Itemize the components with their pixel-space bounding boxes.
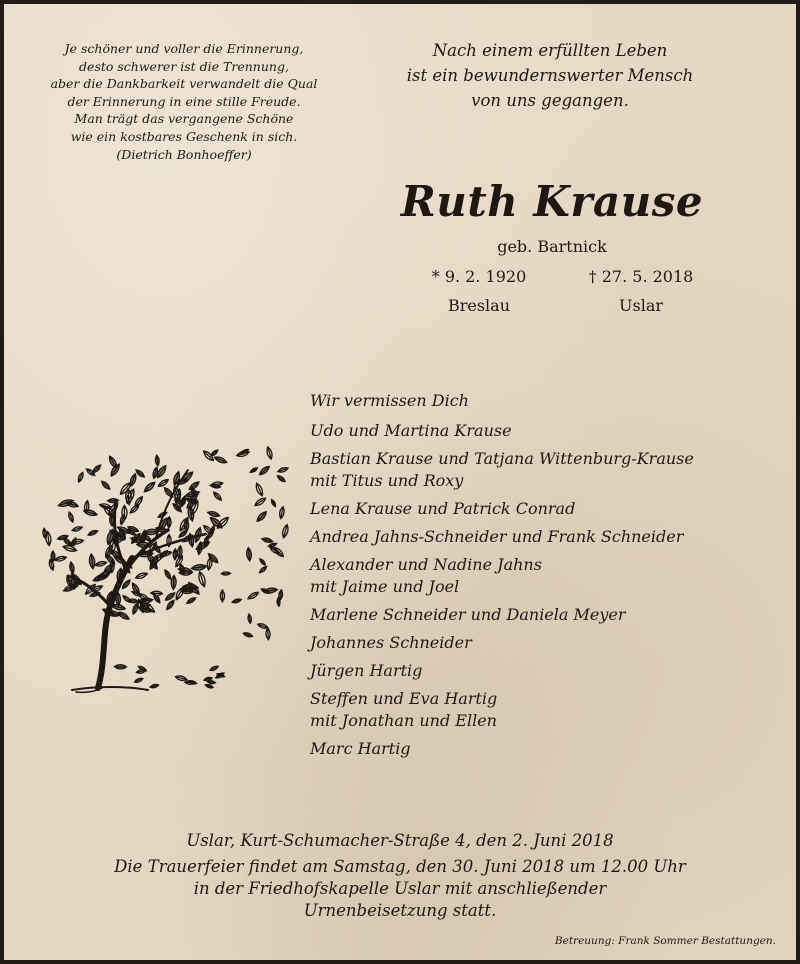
death-place: Uslar bbox=[619, 296, 663, 315]
leaf-shape bbox=[155, 455, 160, 466]
leaf-shape bbox=[210, 525, 215, 534]
leaf-shape bbox=[171, 575, 177, 589]
leaf-shape bbox=[136, 669, 146, 674]
deceased-name: Ruth Krause bbox=[400, 177, 704, 226]
leaf-shape bbox=[100, 480, 111, 491]
mourner-line: Johannes Schneider bbox=[310, 633, 472, 652]
leaf-shape bbox=[214, 455, 228, 464]
quote-line: wie ein kostbares Geschenk in sich. bbox=[70, 128, 298, 144]
leaf-shape bbox=[67, 511, 74, 522]
leaf-shape bbox=[110, 561, 115, 573]
mourner-line: Lena Krause und Patrick Conrad bbox=[310, 499, 576, 518]
birth-name: geb. Bartnick bbox=[497, 237, 607, 256]
mourner-entry bbox=[310, 498, 796, 520]
leaf-shape bbox=[165, 599, 175, 611]
leaf-shape bbox=[83, 509, 98, 517]
leaf-shape bbox=[232, 598, 242, 604]
leaf-shape bbox=[209, 665, 219, 672]
leaf-shape bbox=[246, 547, 252, 561]
mourner-line: Alexander und Nadine Jahns bbox=[310, 555, 542, 574]
leaf-shape bbox=[212, 491, 222, 502]
mourner-entry bbox=[310, 738, 796, 760]
obituary-notice bbox=[4, 4, 796, 960]
leaf-shape bbox=[261, 537, 273, 543]
leaf-shape bbox=[150, 684, 159, 689]
leaf-shape bbox=[220, 590, 224, 602]
leaf-shape bbox=[51, 551, 55, 562]
leaf-shape bbox=[167, 535, 171, 547]
leaf-shape bbox=[259, 558, 267, 566]
mourner-line: mit Jaime und Joel bbox=[310, 577, 460, 596]
mourner-entry bbox=[310, 632, 796, 654]
leaf-shape bbox=[89, 554, 96, 569]
quote-line: desto schwerer ist die Trennung, bbox=[79, 58, 289, 74]
death-date: † 27. 5. 2018 bbox=[588, 267, 694, 286]
leaf-shape bbox=[134, 677, 144, 683]
leaf-shape bbox=[77, 472, 85, 483]
quote-line: Je schöner und voller die Erinnerung, bbox=[64, 41, 304, 56]
leaf-shape bbox=[254, 482, 264, 497]
leaf-shape bbox=[186, 596, 197, 605]
mourner-line: Udo und Martina Krause bbox=[310, 421, 512, 440]
leaf-shape bbox=[91, 464, 102, 475]
leaf-shape bbox=[277, 466, 289, 473]
leaf-shape bbox=[255, 510, 268, 523]
leaf-shape bbox=[191, 564, 207, 571]
leaf-shape bbox=[266, 628, 271, 640]
leaf-shape bbox=[250, 467, 259, 474]
mourner-entry bbox=[310, 420, 796, 442]
intro-line: von uns gegangen. bbox=[471, 91, 629, 110]
leaf-shape bbox=[143, 480, 157, 493]
mourner-line: Marc Hartig bbox=[310, 739, 411, 758]
mourner-entry bbox=[310, 448, 796, 492]
mourner-line: Andrea Jahns-Schneider und Frank Schneider bbox=[310, 527, 684, 546]
mourner-entry bbox=[310, 526, 796, 548]
leaf-shape bbox=[207, 552, 220, 564]
intro-line: ist ein bewundernswerter Mensch bbox=[406, 66, 694, 85]
leaf-shape bbox=[210, 481, 223, 488]
leaf-shape bbox=[72, 525, 83, 532]
tree-leaves bbox=[42, 446, 289, 689]
leaf-shape bbox=[258, 465, 271, 477]
tree-icon bbox=[36, 430, 296, 698]
leaf-shape bbox=[209, 516, 224, 530]
quote-line: aber die Dankbarkeit verwandelt die Qual bbox=[50, 76, 318, 92]
service-line: Die Trauerfeier findet am Samstag, den 30. Juni 2018 um 12.00 Uhr bbox=[114, 857, 686, 876]
mourner-entry bbox=[310, 604, 796, 626]
birth-place: Breslau bbox=[447, 296, 511, 315]
leaf-shape bbox=[279, 506, 286, 519]
intro-text bbox=[360, 38, 740, 113]
leaf-shape bbox=[207, 510, 220, 518]
closing-text bbox=[24, 830, 776, 922]
leaf-shape bbox=[254, 496, 267, 507]
leaf-shape bbox=[119, 514, 125, 525]
leaf-shape bbox=[175, 675, 187, 682]
quote-line: der Erinnerung in eine stille Freude. bbox=[67, 93, 301, 109]
leaf-shape bbox=[42, 528, 47, 538]
leaf-shape bbox=[116, 592, 121, 605]
leaf-shape bbox=[193, 527, 202, 543]
leaf-shape bbox=[115, 665, 127, 669]
mourner-line: mit Titus und Roxy bbox=[310, 471, 464, 490]
leaf-shape bbox=[62, 544, 77, 553]
leaf-shape bbox=[157, 478, 169, 488]
undertaker-credit: Betreuung: Frank Sommer Bestattungen. bbox=[554, 935, 776, 947]
leaf-shape bbox=[247, 614, 252, 624]
place-and-date: Uslar, Kurt-Schumacher-Straße 4, den 2. Juni 2018 bbox=[186, 831, 614, 850]
leaf-shape bbox=[141, 530, 147, 543]
leaf-shape bbox=[69, 562, 75, 574]
leaf-shape bbox=[258, 565, 267, 574]
leaf-shape bbox=[243, 632, 253, 638]
quote-line: Man trägt das vergangene Schöne bbox=[74, 111, 294, 127]
mourner-line: Jürgen Hartig bbox=[310, 661, 423, 680]
bonhoeffer-quote bbox=[26, 40, 342, 163]
mourner-line: mit Jonathan und Ellen bbox=[310, 711, 497, 730]
leaf-shape bbox=[131, 590, 142, 597]
leaf-shape bbox=[54, 555, 67, 562]
leaf-shape bbox=[210, 449, 219, 457]
leaf-shape bbox=[276, 474, 286, 483]
leaf-shape bbox=[221, 572, 230, 576]
mourner-entry bbox=[310, 660, 796, 682]
leaf-shape bbox=[70, 538, 83, 545]
leaf-shape bbox=[197, 542, 203, 555]
service-line: Urnenbeisetzung statt. bbox=[303, 901, 497, 920]
leaf-shape bbox=[163, 569, 172, 580]
leaf-shape bbox=[247, 591, 260, 601]
mourner-line: Steffen und Eva Hartig bbox=[310, 689, 498, 708]
mourner-line: Bastian Krause und Tatjana Wittenburg-Krause bbox=[310, 449, 694, 468]
mourner-entry bbox=[310, 688, 796, 732]
leaf-shape bbox=[281, 524, 289, 538]
mourner-line: Marlene Schneider und Daniela Meyer bbox=[310, 605, 626, 624]
leaf-shape bbox=[87, 529, 98, 537]
service-line: in der Friedhofskapelle Uslar mit anschließender bbox=[193, 879, 607, 898]
quote-author: (Dietrich Bonhoeffer) bbox=[116, 146, 252, 162]
mourner-entry bbox=[310, 554, 796, 598]
leaf-shape bbox=[266, 446, 274, 459]
leaf-shape bbox=[167, 517, 171, 528]
leaf-shape bbox=[135, 571, 148, 580]
mourners-heading: Wir vermissen Dich bbox=[310, 391, 469, 410]
leaf-shape bbox=[270, 499, 276, 507]
mourners-list bbox=[310, 390, 796, 766]
leaf-shape bbox=[197, 571, 207, 587]
leaf-shape bbox=[173, 549, 177, 560]
leaf-shape bbox=[205, 684, 214, 689]
birth-date: * 9. 2. 1920 bbox=[431, 267, 527, 286]
leaf-shape bbox=[185, 490, 200, 499]
leaf-shape bbox=[278, 590, 283, 601]
leaf-shape bbox=[95, 560, 108, 567]
intro-line: Nach einem erfüllten Leben bbox=[432, 41, 668, 60]
